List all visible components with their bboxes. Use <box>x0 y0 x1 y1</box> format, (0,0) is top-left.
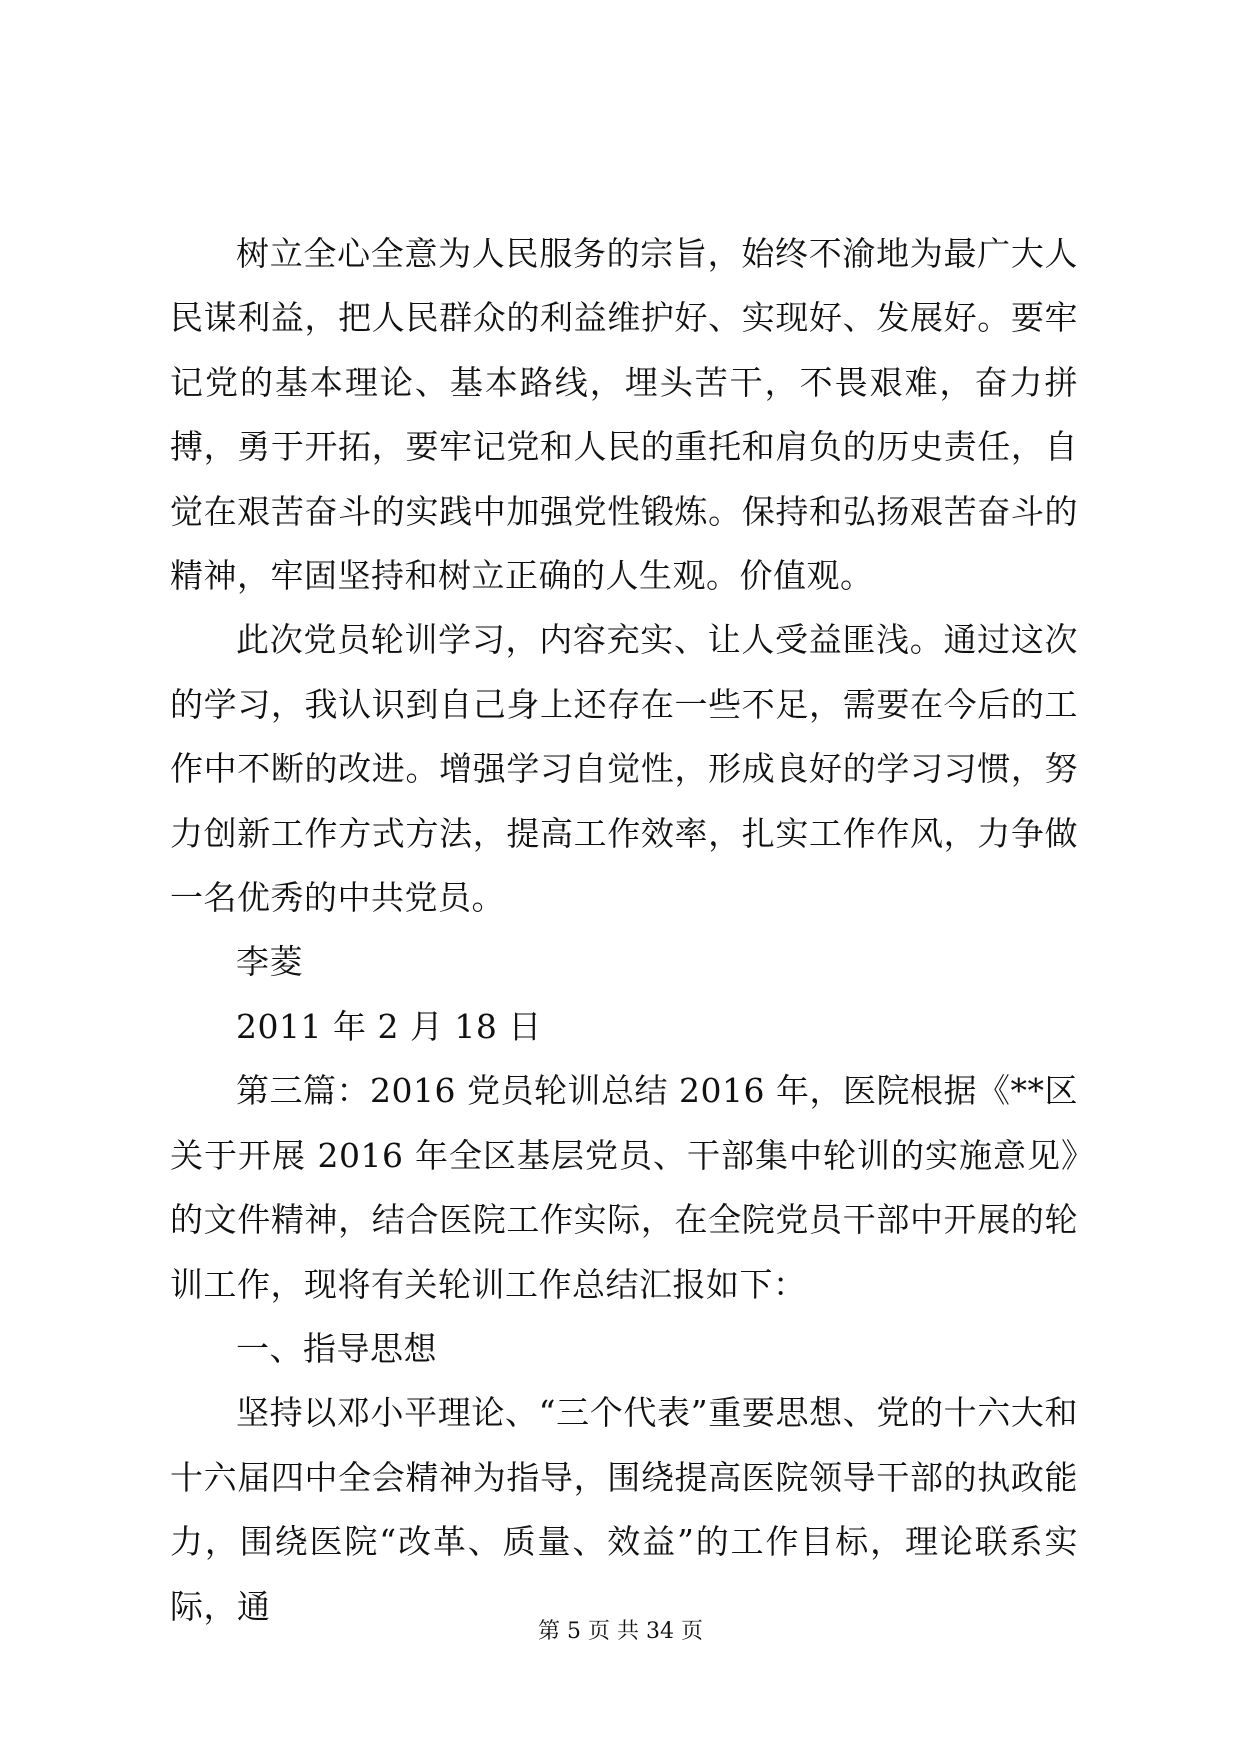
page-number-footer: 第 5 页 共 34 页 <box>538 1619 703 1644</box>
section-heading-guiding-ideology: 一、指导思想 <box>236 1328 437 1368</box>
paragraph-guiding-ideology: 坚持以邓小平理论、“三个代表”重要思想、党的十六大和十六届四中全会精神为指导，围绕提高医院领导干部的执政能力，围绕医院“改革、质量、效益”的工作目标，理论联系实际，通 <box>170 1393 1078 1626</box>
paragraph-training-reflection: 此次党员轮训学习，内容充实、让人受益匪浅。通过这次的学习，我认识到自己身上还存在一些不足，需要在今后的工作中不断的改进。增强学习自觉性，形成良好的学习习惯，努力创新工作方式方法，提高工作效率，扎实工作作风，力争做一名优秀的中共党员。 <box>170 620 1078 918</box>
paragraph-service-purpose: 树立全心全意为人民服务的宗旨，始终不渝地为最广大人民谋利益，把人民群众的利益维护好、实现好、发展好。要牢记党的基本理论、基本路线，埋头苦干，不畏艰难，奋力拼搏，勇于开拓，要牢记党和人民的重托和肩负的历史责任，自觉在艰苦奋斗的实践中加强党性锻炼。保持和弘扬艰苦奋斗的精神，牢固坚持和树立正确的人生观。价值观。 <box>170 234 1078 596</box>
document-body <box>170 222 1078 1639</box>
paragraph-third-article-intro: 第三篇：2016 党员轮训总结 2016 年，医院根据《**区关于开展 2016 年全区基层党员、干部集中轮训的实施意见》的文件精神，结合医院工作实际，在全院党员干部中开展的轮训工作，现将有关轮训工作总结汇报如下： <box>170 1071 1078 1304</box>
signature-date: 2011 年 2 月 18 日 <box>236 1006 542 1046</box>
signature-name: 李菱 <box>236 942 303 982</box>
